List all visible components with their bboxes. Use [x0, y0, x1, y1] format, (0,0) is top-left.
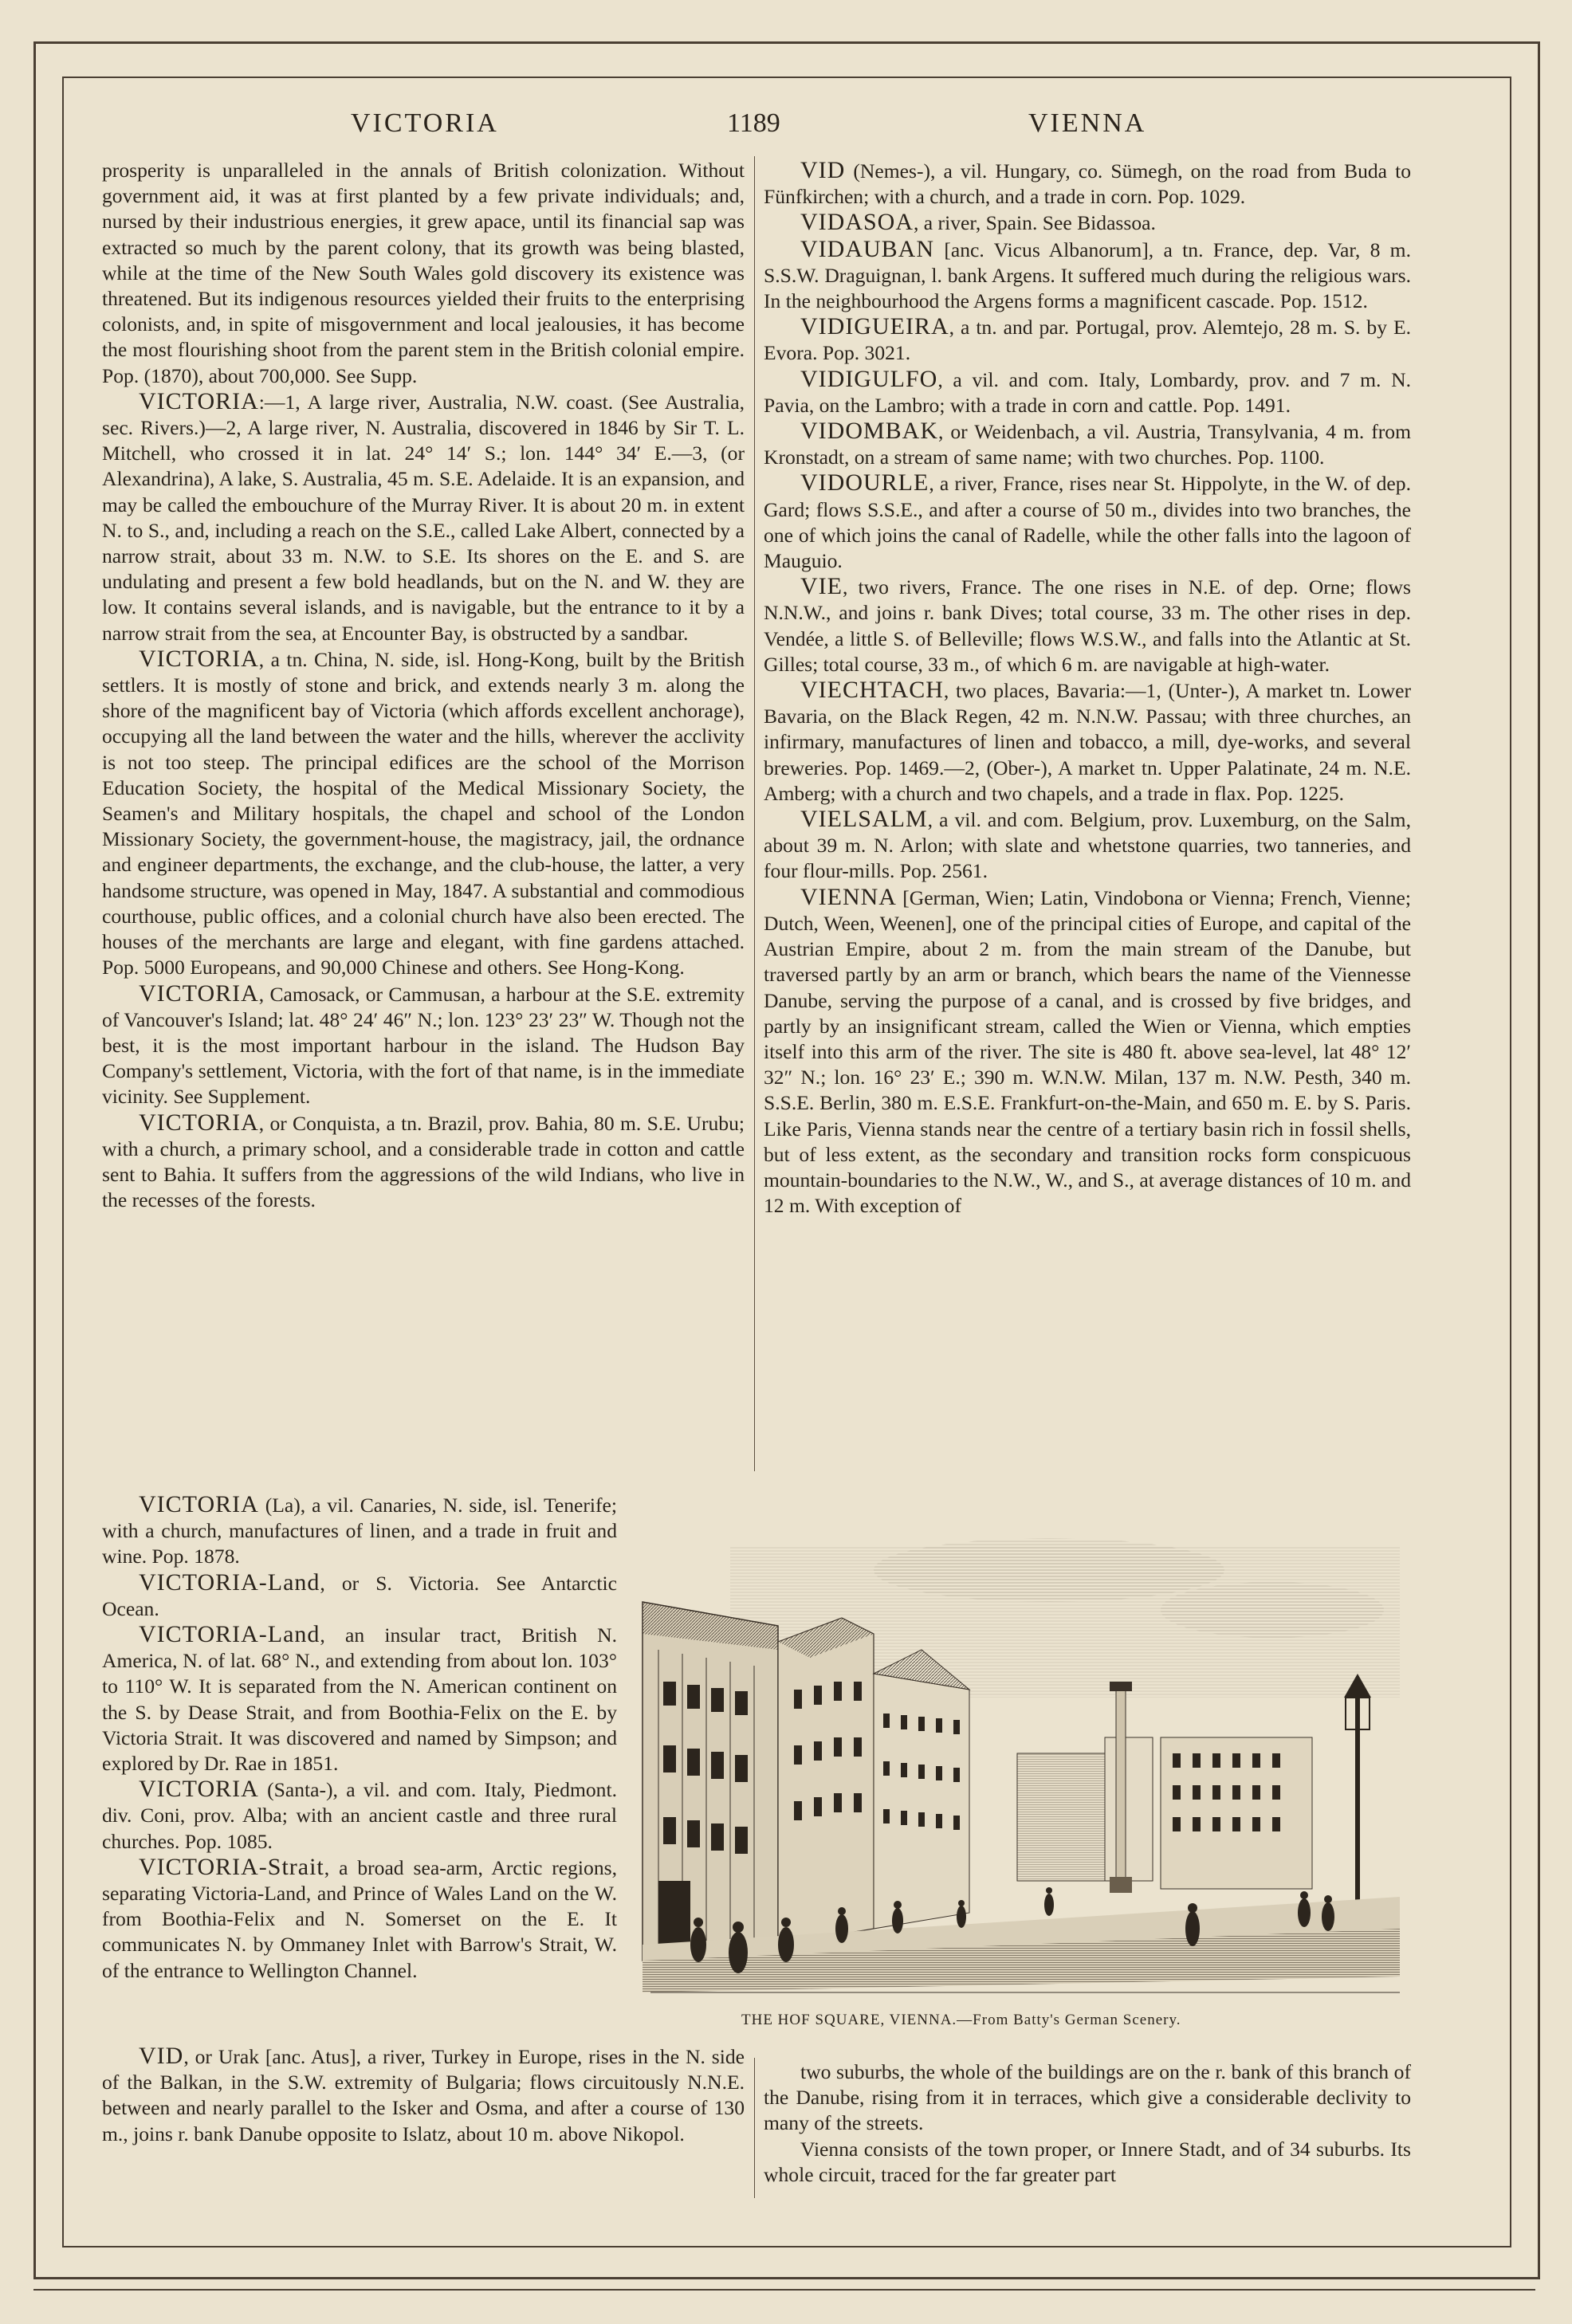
entry-headword: VIDAUBAN [800, 235, 934, 262]
entry-paragraph [102, 1776, 617, 1855]
entry-text: , two places, Bavaria:—1, (Unter-), A market tn. Lower Bavaria, on the Black Regen, 42 m. N.N.W. Passau; with three churches, an infirmary, manufactures of linen and tobacco, a mill, dye-works, and several breweries. Pop. 1469.—2, (Ober-), A market tn. Upper Palatinate, 24 m. N.E. Amberg; with a church and two chapels, and a trade in flax. Pop. 1225. [764, 679, 1411, 805]
column-right-lower [764, 2059, 1411, 2188]
entry-paragraph [102, 389, 745, 646]
entry-headword: VIDOURLE [800, 469, 929, 497]
entry-headword: VIDIGULFO [800, 365, 938, 392]
entry-text: , a broad sea-arm, Arctic regions, separating Victoria-Land, and Prince of Wales Land on the W. from Boothia-Felix and N. Somerset on the E. It communicates N. by Ommaney Inlet with Barrow's Strait, W. of the entrance to Wellington Channel. [102, 1855, 617, 1982]
entry-paragraph [764, 807, 1411, 885]
entry-text: , a tn. and par. Portugal, prov. Alemtejo, 28 m. S. by E. Evora. Pop. 3021. [764, 316, 1411, 365]
entry-text: , a vil. and com. Italy, Lombardy, prov. and 7 m. N. Pavia, on the Lambro; with a trade in corn and cattle. Pop. 1491. [764, 367, 1411, 417]
entry-paragraph [764, 367, 1411, 418]
entry-paragraph [764, 677, 1411, 807]
entry-text: (Nemes-), a vil. Hungary, co. Sümegh, on the road from Buda to Fünfkirchen; with a church, and a trade in corn. Pop. 1029. [764, 159, 1411, 209]
entry-paragraph [102, 2043, 745, 2147]
entry-headword: VIENNA [800, 883, 897, 910]
entry-paragraph [102, 158, 745, 389]
entry-paragraph [764, 2059, 1411, 2137]
entry-text: :—1, A large river, Australia, N.W. coast. (See Australia, sec. Rivers.)—2, A large river, N. Australia, discovered in 1846 by Sir T. L. Mitchell, who crossed it in lat. 24° 14′ S.; lon. 144° 34′ E.—3, (or Alexandrina), A lake, S. Australia, 45 m. S.E. Adelaide. It is an expansion, and may be called the embouchure of the Murray River. It is about 20 m. in extent N. to S., and, including a reach on the S.E., called Lake Albert, connected by a narrow strait, about 33 m. N.W. to S.E. Its shores on the E. and S. are undulating and present a few bold headlands, but on the N. and W. they are low. It contains several islands, and is navigable, but the entrance to it by a narrow strait from the sea, at Encounter Bay, is obstructed by a sandbar. [102, 390, 745, 645]
figure-caption: THE HOF SQUARE, VIENNA.—From Batty's German Scenery. [741, 2012, 1181, 2028]
header-left-word: VICTORIA [351, 108, 499, 138]
entry-text: , two rivers, France. The one rises in N.E. of dep. Orne; flows N.N.W., and joins r. bank Dives; total course, 33 m. The other rises in dep. Vendée, a little S. of Belleville; flows W.S.W., and falls into the Atlantic at St. Gilles; total course, 33 m., of which 6 m. are navigable at high-water. [764, 575, 1411, 676]
entry-text: , or S. Victoria. See Antarctic Ocean. [102, 1571, 617, 1620]
entry-paragraph [102, 1570, 617, 1622]
entry-text: [anc. Vicus Albanorum], a tn. France, dep. Var, 8 m. S.S.W. Draguignan, l. bank Argens. It suffered much during the religious wars. In the neighbourhood the Argens forms a magnificent cascade. Pop. 1512. [764, 238, 1411, 313]
entry-text: , an insular tract, British N. America, N. of lat. 68° N., and extending from about lon. 103° to 110° W. It is separated from the N. American continent on the S. by Dease Strait, and from Boothia-Felix on the E. by Victoria Strait. It was discovered and named by Simpson; and explored by Dr. Rae in 1851. [102, 1623, 617, 1776]
entry-headword: VICTORIA [139, 645, 259, 672]
entry-headword: VID [139, 2043, 184, 2069]
entry-paragraph [102, 646, 745, 981]
running-header [80, 102, 1491, 151]
entry-text: Vienna consists of the town proper, or Innere Stadt, and of 34 suburbs. Its whole circuit, traced for the far greater part [764, 2137, 1411, 2186]
header-right-word: VIENNA [1028, 108, 1147, 138]
entry-text: , a tn. China, N. side, isl. Hong-Kong, built by the British settlers. It is mostly of stone and brick, and extends nearly 3 m. along the shore of the magnificent bay of Victoria (which affords excellent anchorage), occupying all the land between the water and the hills, wherever the acclivity is not too steep. The principal edifices are the school of the Morrison Education Society, the hospital of the Medical Missionary Society, the Seamen's and Military hospitals, the chapel and school of the London Missionary Society, the government-house, the magistracy, jail, the ordnance and engineer departments, the exchange, and the club-house, the latter, a very handsome structure, was opened in May, 1847. A substantial and commodious courthouse, public offices, and a colonial church have also been erected. The houses of the merchants are large and elegant, with fine gardens attached. Pop. 5000 Europeans, and 90,000 Chinese and others. See Hong-Kong. [102, 647, 745, 979]
entry-headword: VIDASOA [800, 209, 914, 236]
engraving-hof-square [635, 1514, 1416, 2000]
entry-paragraph [764, 885, 1411, 1219]
entry-paragraph [764, 314, 1411, 366]
entry-text: , a river, France, rises near St. Hippolyte, in the W. of dep. Gard; flows S.S.E., and after a course of 50 m., divides into two branches, the one of which joins the canal of Radelle, while the other falls into the lagoon of Mauguio. [764, 472, 1411, 573]
entry-text: (La), a vil. Canaries, N. side, isl. Tenerife; with a church, manufactures of linen, and a trade in fruit and wine. Pop. 1878. [102, 1494, 617, 1568]
entry-text: , a vil. and com. Belgium, prov. Luxemburg, on the Salm, about 39 m. N. Arlon; with slate and whetstone quarries, two tanneries, and four flour-mills. Pop. 2561. [764, 808, 1411, 883]
entry-text: , Camosack, or Cammusan, a harbour at the S.E. extremity of Vancouver's Island; lat. 48° 24′ 46″ N.; lon. 123° 23′ 23″ W. Though not the best, it is the most important harbour in the island. The Hudson Bay Company's settlement, Victoria, with the fort of that name, is in the immediate vicinity. See Supplement. [102, 982, 745, 1109]
entry-paragraph [764, 470, 1411, 574]
bottom-rule [33, 2289, 1535, 2291]
entry-paragraph [764, 158, 1411, 210]
entry-paragraph [764, 418, 1411, 470]
entry-paragraph [764, 210, 1411, 236]
column-left-upper [102, 158, 745, 1213]
entry-text: , or Urak [anc. Atus], a river, Turkey in Europe, rises in the N. side of the Balkan, in the S.W. extremity of Bulgaria; flows circuitously N.N.E. between and nearly parallel to the Isker and Osma, and after a course of 130 m., joins r. bank Danube opposite to Islatz, about 10 m. above Nikopol. [102, 2045, 745, 2145]
entry-text: (Santa-), a vil. and com. Italy, Piedmont. div. Coni, prov. Alba; with an ancient castle and three rural churches. Pop. 1085. [102, 1778, 617, 1853]
entry-headword: VICTORIA [139, 1491, 259, 1517]
entry-headword: VICTORIA-Land [139, 1621, 320, 1648]
entry-headword: VICTORIA-Strait [139, 1853, 324, 1880]
entry-headword: VIDIGUEIRA [800, 313, 949, 340]
entry-paragraph [764, 574, 1411, 677]
column-left-beside-figure [102, 1492, 617, 1984]
entry-headword: VID [800, 157, 846, 183]
entry-text: , or Conquista, a tn. Brazil, prov. Bahia, 80 m. S.E. Urubu; with a church, a primary school, and a considerable trade in cotton and cattle sent to Bahia. It suffers from the aggressions of the wild Indians, who live in the recesses of the forests. [102, 1111, 745, 1212]
entry-paragraph [102, 1492, 617, 1570]
entry-text: , or Weidenbach, a vil. Austria, Transylvania, 4 m. from Kronstadt, on a stream of same name; with two churches. Pop. 1100. [764, 420, 1411, 469]
column-left-lower [102, 2043, 745, 2147]
entry-headword: VIELSALM [800, 806, 928, 833]
entry-paragraph [102, 1855, 617, 1984]
entry-headword: VIDOMBAK [800, 418, 938, 445]
entry-text: two suburbs, the whole of the buildings are on the r. bank of this branch of the Danube, rising from it in terraces, which give a considerable declivity to many of the streets. [764, 2060, 1411, 2135]
entry-headword: VICTORIA [139, 979, 259, 1007]
entry-text: , a river, Spain. See Bidassoa. [914, 211, 1156, 235]
entry-headword: VICTORIA [139, 387, 259, 414]
entry-paragraph [764, 237, 1411, 315]
entry-headword: VIECHTACH [800, 677, 944, 704]
entry-text: prosperity is unparalleled in the annals of British colonization. Without government aid, it was at first planted by a few private individuals; and, nursed by their industrious energies, it grew apace, until its financial sap was extracted so much by the parent colony, that its growth was being blasted, while at the time of the New South Wales gold discovery its existence was threatened. But its indigenous resources yielded their fruits to the enterprising colonists, and, in spite of misgovernment and local jealousies, it has become the most flourishing shoot from the parent stem in the British colonial empire. Pop. (1870), about 700,000. See Supp. [102, 159, 745, 387]
entry-headword: VICTORIA [139, 1109, 259, 1136]
page-number: 1189 [727, 108, 780, 138]
column-right-upper [764, 158, 1411, 1219]
column-divider-lower [754, 2058, 755, 2198]
entry-paragraph [764, 2137, 1411, 2188]
entry-paragraph [102, 1622, 617, 1776]
entry-headword: VICTORIA [139, 1776, 259, 1803]
entry-paragraph [102, 981, 745, 1110]
entry-headword: VIE [800, 573, 843, 600]
entry-headword: VICTORIA-Land [139, 1568, 320, 1596]
column-divider [754, 156, 755, 1471]
entry-paragraph [102, 1110, 745, 1214]
entry-text: [German, Wien; Latin, Vindobona or Vienna; French, Vienne; Dutch, Ween, Weenen], one of the principal cities of Europe, and capital of the Austrian Empire, about 2 m. from the main stream of the Danube, but traversed partly by an arm or branch, which bears the name of the Viennesse Danube, serving the purpose of a canal, and is crossed by five bridges, and partly by an insignificant stream, called the Wien or Vienna, which empties itself into this arm of the river. The site is 480 ft. above sea-level, lat 48° 12′ 32″ N.; lon. 16° 23′ E.; 390 m. W.N.W. Milan, 137 m. N.W. Pesth, 340 m. S.S.E. Berlin, 380 m. E.S.E. Frankfurt-on-the-Main, and 650 m. E. by S. Paris. Like Paris, Vienna stands near the centre of a tertiary basin rich in fossil shells, but of less extent, as the secondary and transition rocks form conspicuous mountain-boundaries to the N.W., W., and S., at average distances of 10 m. and 12 m. With exception of [764, 885, 1411, 1218]
